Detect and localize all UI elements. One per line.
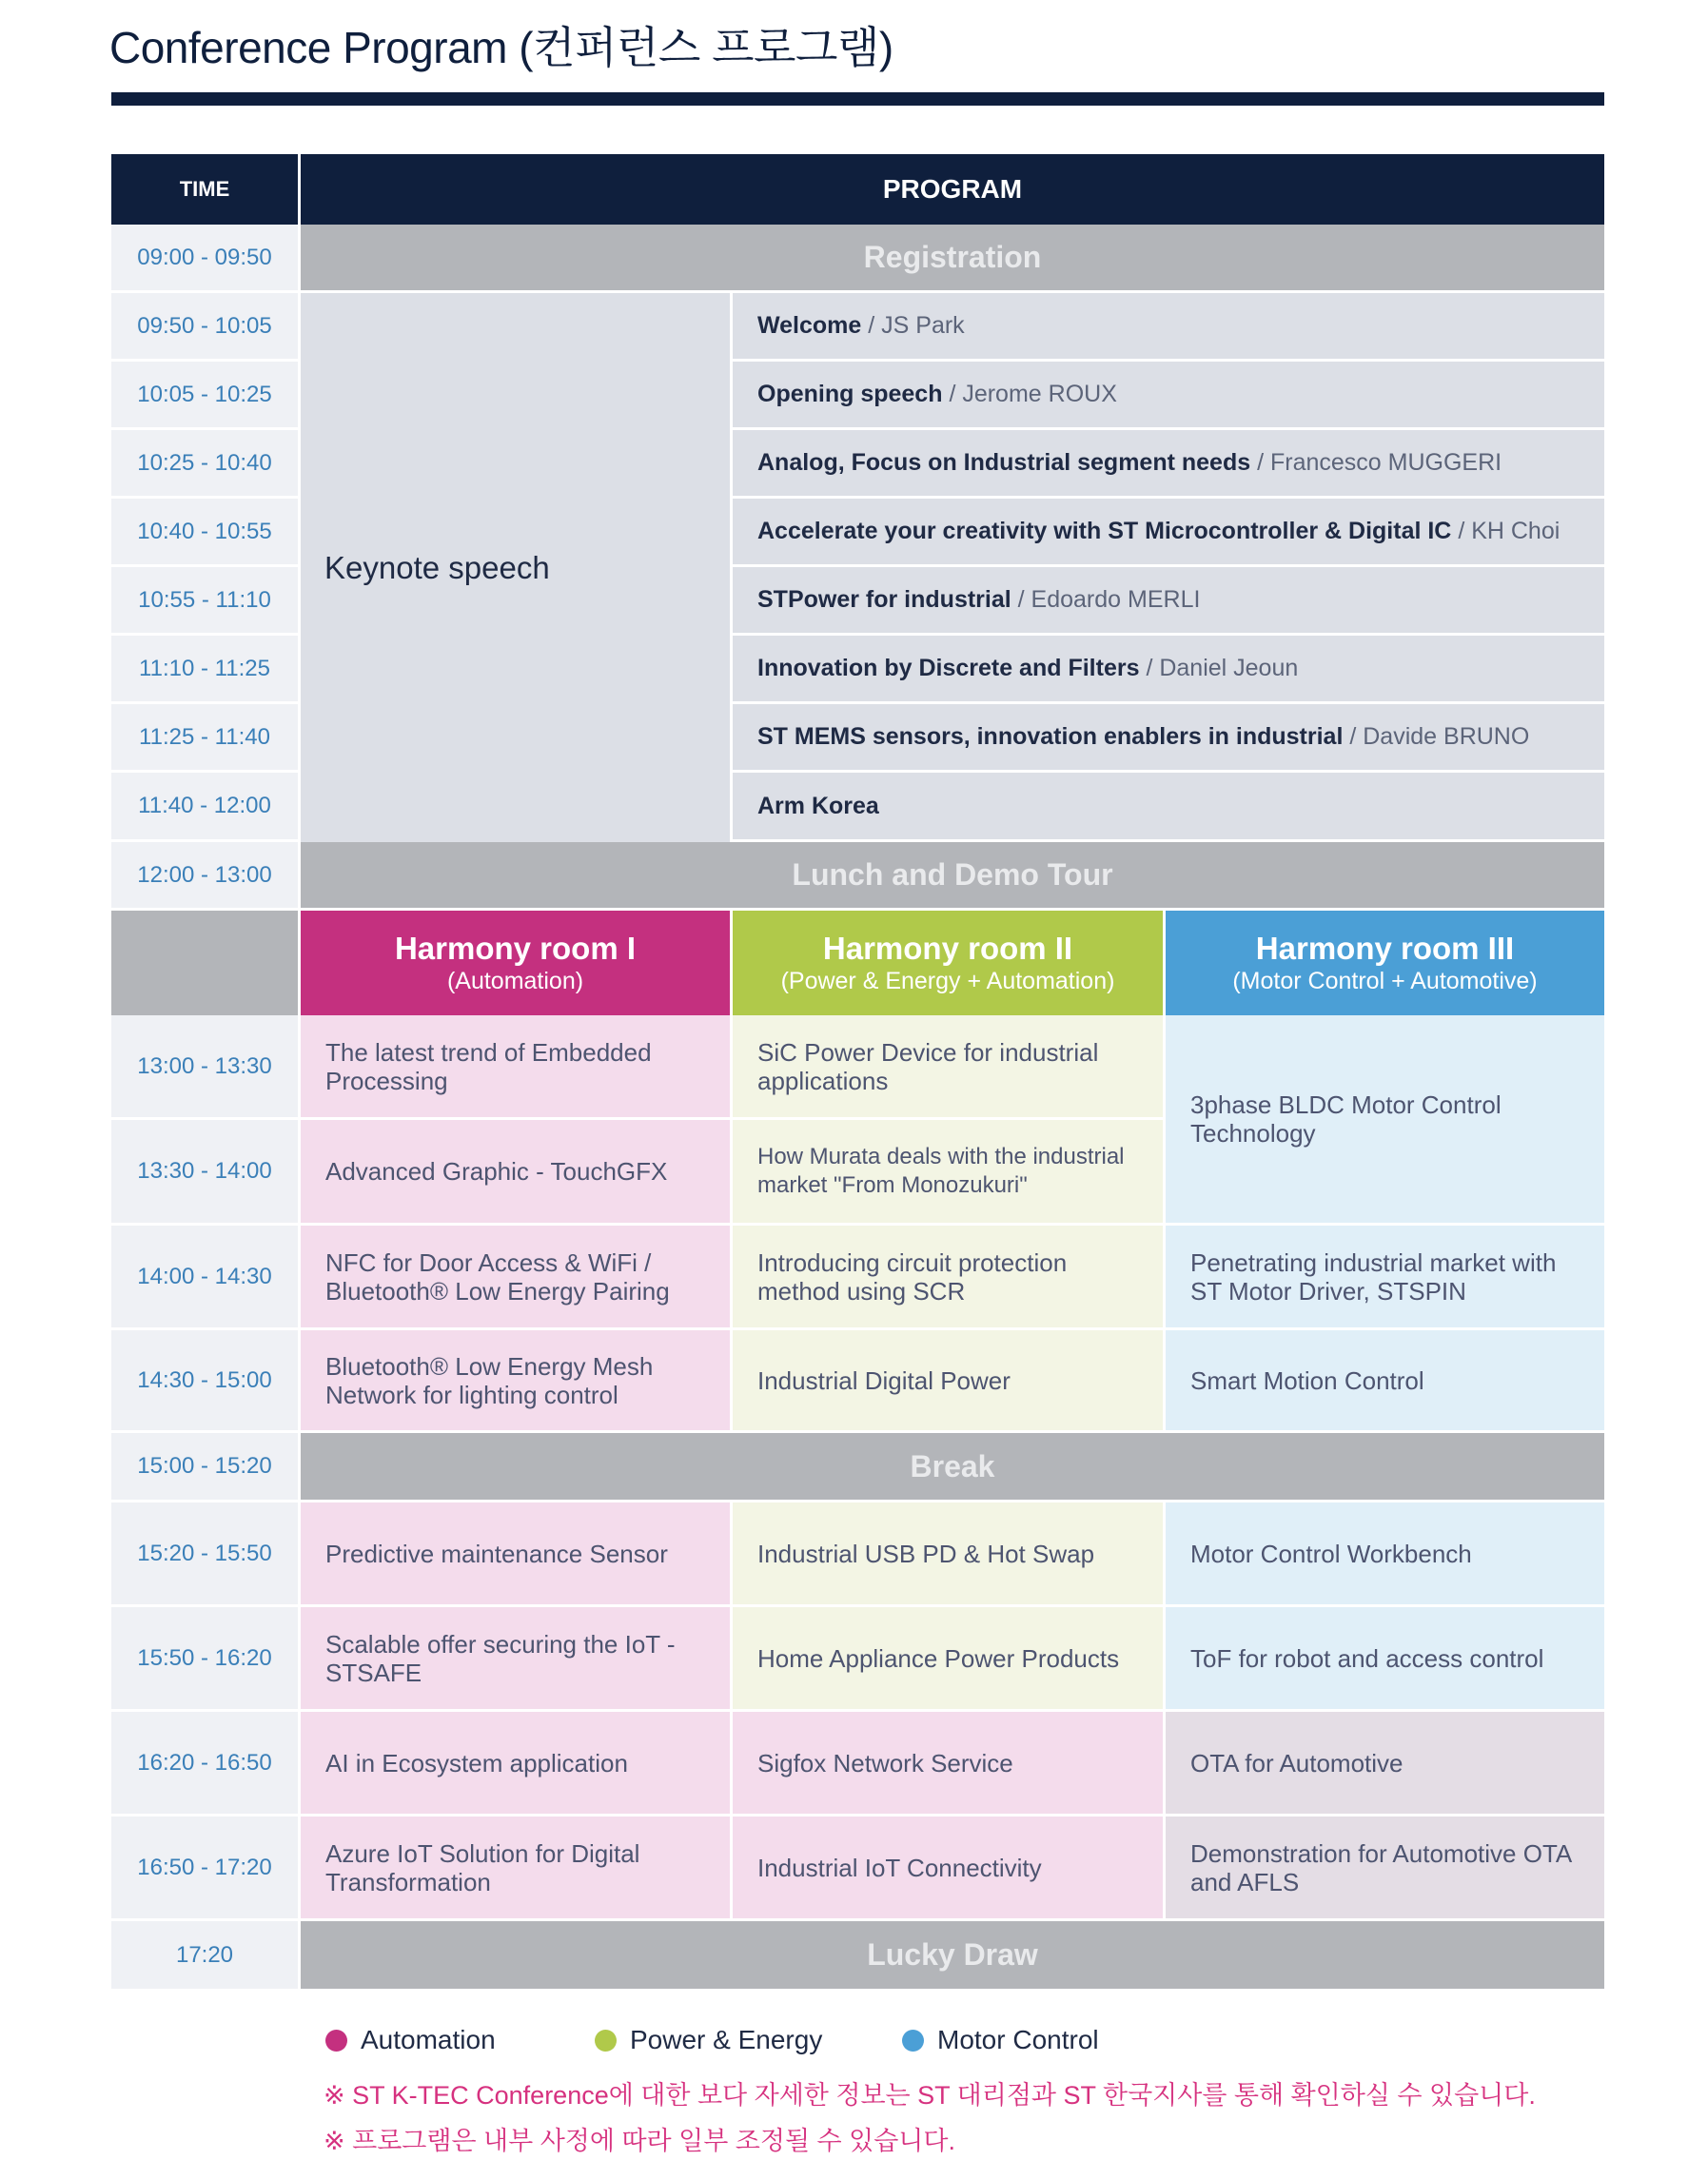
time-slot: 09:50 - 10:05 [111,293,301,362]
session-room3: Demonstration for Automotive OTA and AFLS [1166,1817,1604,1921]
time-slot: 11:10 - 11:25 [111,636,301,704]
room-name: Harmony room I [394,931,637,966]
session-room2: Home Appliance Power Products [733,1607,1166,1712]
talk-title: Welcome [757,312,862,339]
time-slot: 14:00 - 14:30 [111,1226,301,1330]
keynote-label: Keynote speech [301,293,733,842]
session-room1: AI in Ecosystem application [301,1712,733,1817]
talk-title: Opening speech [757,381,943,407]
time-column-header: TIME [111,154,301,225]
talk-title: Analog, Focus on Industrial segment needs [757,449,1251,476]
session-room1: Scalable offer securing the IoT - STSAFE [301,1607,733,1712]
talk-speaker: / Francesco MUGGERI [1257,449,1502,476]
time-slot: 17:20 [111,1921,301,1989]
time-slot: 11:25 - 11:40 [111,704,301,773]
keynote-talk [733,567,1604,636]
session-room1: NFC for Door Access & WiFi / Bluetooth® Low Energy Pairing [301,1226,733,1330]
talk-title: Arm Korea [757,792,879,819]
talk-speaker: / Daniel Jeoun [1146,655,1299,681]
keynote-talk [733,773,1604,842]
talk-speaker: / KH Choi [1458,518,1561,544]
time-slot: 16:50 - 17:20 [111,1817,301,1921]
talk-title: Accelerate your creativity with ST Microcontroller & Digital IC [757,518,1452,544]
talk-speaker: / JS Park [868,312,965,339]
legend-item-automation [325,2025,595,2055]
time-slot: 14:30 - 15:00 [111,1330,301,1433]
automation-dot-icon [325,2030,347,2052]
lucky-draw-band: Lucky Draw [301,1921,1604,1989]
session-room1: Bluetooth® Low Energy Mesh Network for lighting control [301,1330,733,1433]
registration-band: Registration [301,225,1604,293]
legend [325,2017,1099,2063]
time-slot: 13:00 - 13:30 [111,1015,301,1120]
room-subtitle: (Power & Energy + Automation) [780,968,1115,994]
talk-title: Innovation by Discrete and Filters [757,655,1140,681]
power-energy-dot-icon [595,2030,617,2052]
footnote: ※ 프로그램은 내부 사정에 따라 일부 조정될 수 있습니다. [324,2127,955,2155]
room-header-blank [111,911,301,1015]
talk-speaker: / Edoardo MERLI [1017,586,1201,613]
session-room2: Introducing circuit protection method using SCR [733,1226,1166,1330]
session-room2: How Murata deals with the industrial market "From Monozukuri" [733,1120,1166,1226]
keynote-talk [733,499,1604,567]
keynote-talk [733,362,1604,430]
keynote-talk [733,293,1604,362]
program-column-header: PROGRAM [301,154,1604,225]
session-room1: The latest trend of Embedded Processing [301,1015,733,1120]
room-subtitle: (Automation) [446,968,584,994]
room-header-1 [301,911,733,1015]
session-room2: Industrial USB PD & Hot Swap [733,1502,1166,1607]
talk-speaker: / Davide BRUNO [1349,723,1530,750]
time-slot: 15:50 - 16:20 [111,1607,301,1712]
talk-speaker: / Jerome ROUX [949,381,1117,407]
time-slot: 13:30 - 14:00 [111,1120,301,1226]
room-name: Harmony room II [822,931,1073,966]
page-title: Conference Program (컨퍼런스 프로그램) [109,23,893,72]
time-slot: 16:20 - 16:50 [111,1712,301,1817]
session-room2: Sigfox Network Service [733,1712,1166,1817]
talk-title: STPower for industrial [757,586,1011,613]
legend-label: Motor Control [937,2025,1099,2054]
session-room1: Advanced Graphic - TouchGFX [301,1120,733,1226]
talk-title: ST MEMS sensors, innovation enablers in industrial [757,723,1344,750]
break-band: Break [301,1433,1604,1502]
session-room3: Penetrating industrial market with ST Motor Driver, STSPIN [1166,1226,1604,1330]
keynote-talk [733,430,1604,499]
legend-label: Automation [361,2025,496,2054]
session-room1: Azure IoT Solution for Digital Transformation [301,1817,733,1921]
lunch-band: Lunch and Demo Tour [301,842,1604,911]
keynote-talk [733,704,1604,773]
time-slot: 12:00 - 13:00 [111,842,301,911]
session-room2: Industrial IoT Connectivity [733,1817,1166,1921]
room-header-2 [733,911,1166,1015]
keynote-talk [733,636,1604,704]
time-slot: 09:00 - 09:50 [111,225,301,293]
session-room3: OTA for Automotive [1166,1712,1604,1817]
time-slot: 15:00 - 15:20 [111,1433,301,1502]
session-room2: SiC Power Device for industrial applications [733,1015,1166,1120]
session-room3: Smart Motion Control [1166,1330,1604,1433]
session-room1: Predictive maintenance Sensor [301,1502,733,1607]
legend-item-motor-control [902,2025,1099,2055]
session-room3: ToF for robot and access control [1166,1607,1604,1712]
room-subtitle: (Motor Control + Automotive) [1232,968,1538,994]
title-divider [111,92,1604,106]
time-slot: 10:25 - 10:40 [111,430,301,499]
time-slot: 15:20 - 15:50 [111,1502,301,1607]
time-slot: 11:40 - 12:00 [111,773,301,842]
motor-control-dot-icon [902,2030,924,2052]
time-slot: 10:40 - 10:55 [111,499,301,567]
session-room3: Motor Control Workbench [1166,1502,1604,1607]
time-slot: 10:55 - 11:10 [111,567,301,636]
room-header-3 [1166,911,1604,1015]
program-table [111,154,1604,1989]
session-room2: Industrial Digital Power [733,1330,1166,1433]
footnote: ※ ST K-TEC Conference에 대한 보다 자세한 정보는 ST 대리점과 ST 한국지사를 통해 확인하실 수 있습니다. [324,2081,1536,2110]
legend-item-power-energy [595,2025,902,2055]
time-slot: 10:05 - 10:25 [111,362,301,430]
room-name: Harmony room III [1255,931,1515,966]
session-room3: 3phase BLDC Motor Control Technology [1166,1015,1604,1226]
legend-label: Power & Energy [630,2025,823,2054]
